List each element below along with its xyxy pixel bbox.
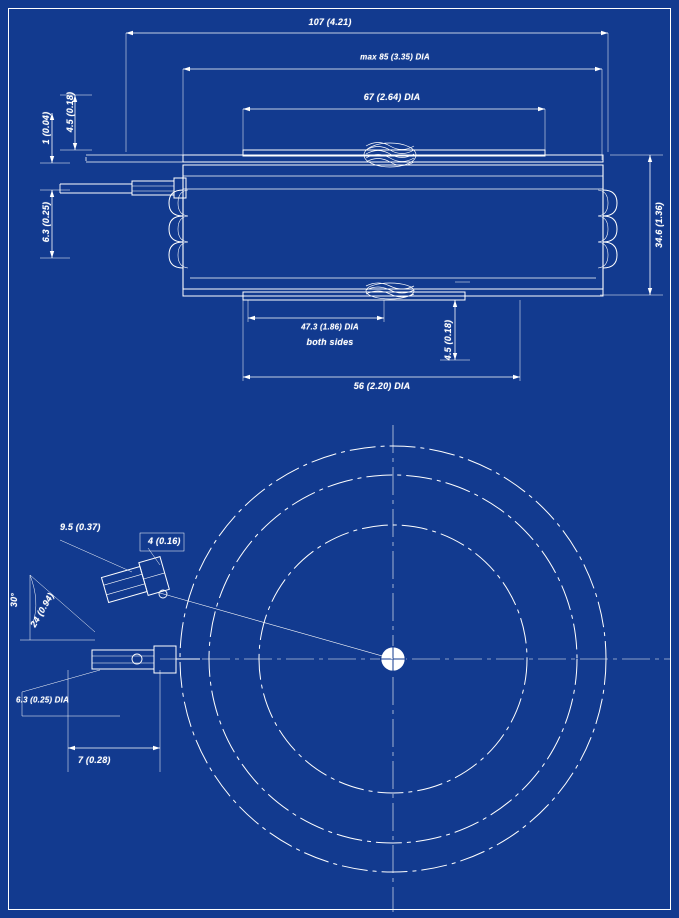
dimension-cathode-step: 4.5 (0.18) (443, 319, 453, 361)
dimension-contact-dia-upper: max 85 (3.35) DIA (360, 52, 430, 62)
dimension-lead-thickness: 1 (0.04) (41, 111, 51, 145)
dimension-cathode-lead-dia: 6.3 (0.25) DIA (16, 695, 70, 705)
dimension-terminal-length: 9.5 (0.37) (60, 522, 101, 532)
dimension-pole-face-dia-bottom: 56 (2.20) DIA (353, 381, 411, 391)
dimension-lead-angle: 30° (9, 592, 19, 608)
dimension-flange-thickness: 4.5 (0.18) (65, 91, 75, 133)
dimension-overall-height: 34.6 (1.36) (654, 202, 664, 248)
dimension-pole-face-dia-top: 67 (2.64) DIA (363, 92, 421, 102)
dimension-gate-ring-note: both sides (306, 337, 354, 347)
dimension-gate-lead-length: 24 (0.94) (28, 591, 56, 629)
dimension-lead-spacing: 7 (0.28) (78, 755, 111, 765)
dimension-overall-width: 107 (4.21) (308, 17, 352, 27)
dimension-lead-width: 6.3 (0.25) (41, 201, 51, 243)
dimension-gate-ring-dia: 47.3 (1.86) DIA (301, 322, 359, 332)
dimension-terminal-width: 4 (0.16) (148, 536, 181, 546)
